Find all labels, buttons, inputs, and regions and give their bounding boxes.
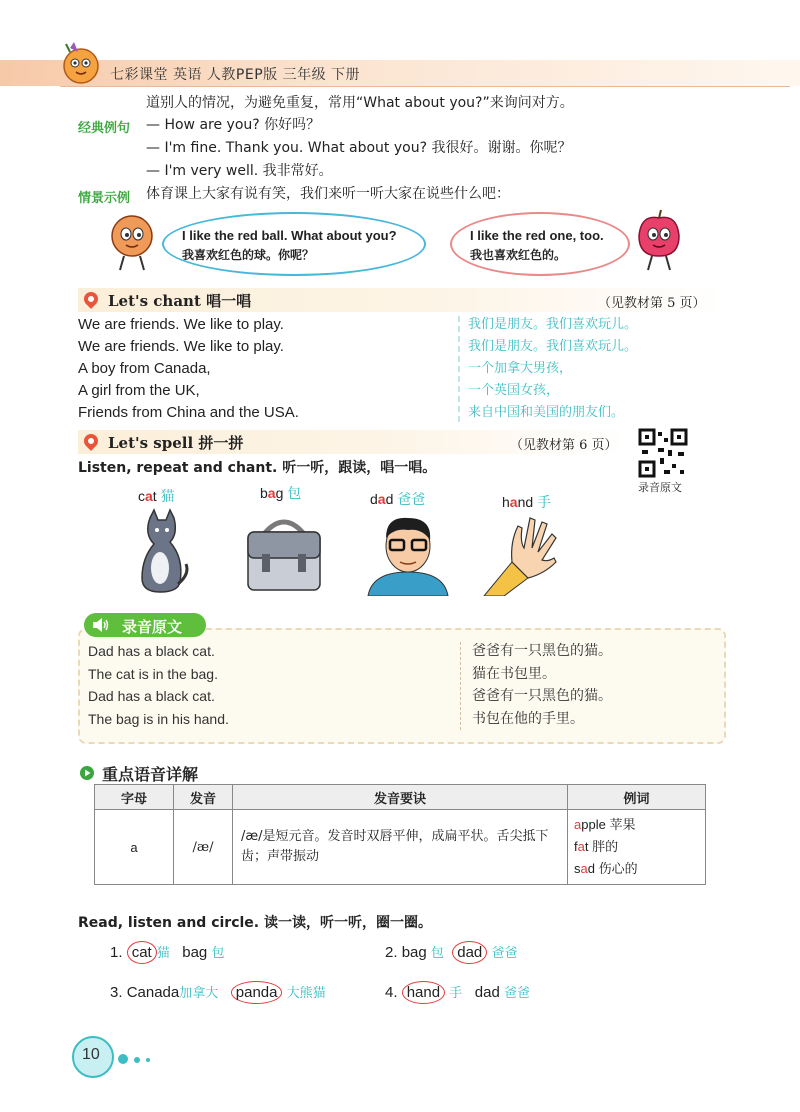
dot-decoration <box>134 1057 140 1063</box>
word-part: h <box>502 494 510 510</box>
word-part: s <box>574 861 581 876</box>
sound-cell: /æ/ <box>174 810 233 885</box>
recording-en-line: The bag is in his hand. <box>88 710 229 727</box>
option-cn: 手 <box>449 986 463 1001</box>
chant-cn-line: 一个加拿大男孩， <box>468 361 573 376</box>
chant-en-line: We are friends. We like to play. <box>78 338 284 355</box>
bubble-right-cn: 我也喜欢红色的。 <box>470 248 567 262</box>
option-cn: 大熊猫 <box>286 986 326 1001</box>
chant-en-block <box>78 314 299 424</box>
cat-illustration <box>130 508 192 594</box>
item-number: 3. <box>110 984 123 1001</box>
recording-en-block <box>88 640 229 730</box>
option-cn: 爸爸 <box>503 986 530 1001</box>
exercise-item-4 <box>385 982 530 1001</box>
spell-instruction: Listen, repeat and chant. 听一听，跟读，唱一唱。 <box>78 460 437 476</box>
table-header-row <box>95 785 706 810</box>
header-title: 七彩课堂 英语 人教PEP版 三年级 下册 <box>110 67 361 83</box>
word-vowel: a <box>577 839 585 854</box>
word-cn: 爸爸 <box>397 492 426 508</box>
word-part: g <box>275 485 284 501</box>
word-vowel: a <box>145 488 153 504</box>
word-part: t <box>584 839 589 854</box>
recording-en-line: Dad has a black cat. <box>88 688 215 704</box>
header-divider <box>60 86 790 87</box>
column-header: 例词 <box>568 785 706 810</box>
recording-cn-block <box>472 640 612 730</box>
word-part: t <box>152 488 157 504</box>
option-cn: 包 <box>430 946 444 961</box>
chant-cn-line: 一个英国女孩， <box>468 383 560 398</box>
spell-ref: （见教材第 6 页） <box>510 438 618 453</box>
speech-bubble-left <box>162 212 426 276</box>
spell-title: Let's spell 拼一拼 <box>108 434 244 452</box>
answer-option[interactable]: bag <box>401 944 427 961</box>
tip-cell: /æ/是短元音。发音时双唇平伸，成扁平状。舌尖抵下齿；声带振动 <box>233 810 568 885</box>
word-part: nd <box>517 494 534 510</box>
recording-cn-line: 爸爸有一只黑色的猫。 <box>472 688 612 704</box>
chant-divider <box>458 316 460 422</box>
example-word <box>574 836 699 858</box>
bubble-left-cn: 我喜欢红色的球。你呢？ <box>182 248 315 262</box>
spell-word-dad <box>370 489 425 509</box>
example-word <box>574 858 699 880</box>
answer-option-circled[interactable]: hand <box>402 981 445 1004</box>
chant-cn-line: 我们是朋友。我们喜欢玩儿。 <box>468 317 638 332</box>
word-cn: 苹果 <box>609 818 636 833</box>
column-header: 发音要诀 <box>233 785 568 810</box>
example-line-3: — I'm very well. 我非常好。 <box>146 163 333 179</box>
spell-word-cat <box>138 486 175 506</box>
word-part: c <box>138 488 145 504</box>
answer-option[interactable]: dad <box>474 984 500 1001</box>
option-cn: 包 <box>211 946 225 961</box>
recording-en-line: Dad has a black cat. <box>88 643 215 659</box>
option-cn: 加拿大 <box>179 986 219 1001</box>
answer-option-circled[interactable]: dad <box>452 941 487 964</box>
speech-bubble-right <box>450 212 630 276</box>
item-number: 2. <box>385 944 398 961</box>
qr-code-icon[interactable] <box>638 428 688 478</box>
example-word <box>574 814 699 836</box>
spell-word-hand <box>502 492 551 512</box>
word-cn: 包 <box>287 486 302 502</box>
bubble-left-en: I like the red ball. What about you? <box>182 228 397 243</box>
table-row <box>95 810 706 885</box>
mascot-logo <box>56 38 106 88</box>
hand-illustration <box>482 512 566 596</box>
chant-en-line: A boy from Canada, <box>78 360 211 377</box>
examples-cell <box>568 810 706 885</box>
play-icon <box>80 766 94 780</box>
orange-character <box>104 210 160 272</box>
answer-option[interactable]: bag <box>182 944 208 961</box>
chant-en-line: Friends from China and the USA. <box>78 404 299 421</box>
word-vowel: a <box>509 494 518 510</box>
scene-text: 体育课上大家有说有笑，我们来听一听大家在说些什么吧： <box>146 186 510 202</box>
dad-illustration <box>362 510 454 596</box>
chant-cn-line: 我们是朋友。我们喜欢玩儿。 <box>468 339 638 354</box>
recording-en-line: The cat is in the bag. <box>88 665 218 682</box>
page-number: 10 <box>82 1046 100 1063</box>
item-number: 1. <box>110 944 123 961</box>
example-label: 经典例句 <box>78 121 131 136</box>
bubble-right-en: I like the red one, too. <box>470 228 604 243</box>
option-cn: 猫 <box>156 946 170 961</box>
exercise-item-2 <box>385 942 517 961</box>
example-line-1: — How are you? 你好吗？ <box>146 117 321 133</box>
answer-option-circled[interactable]: cat <box>127 941 157 964</box>
chant-ref: （见教材第 5 页） <box>598 296 706 311</box>
recording-divider <box>460 642 461 730</box>
word-vowel: a <box>574 817 582 832</box>
recording-cn-line: 书包在他的手里。 <box>472 710 584 727</box>
word-cn: 胖的 <box>592 840 619 855</box>
word-part: d <box>385 491 394 507</box>
chant-cn-block <box>468 314 637 424</box>
word-part: d <box>370 491 378 507</box>
chant-en-line: We are friends. We like to play. <box>78 316 284 333</box>
example-line-2: — I'm fine. Thank you. What about you? 我很好。谢谢。你呢？ <box>146 140 572 156</box>
answer-option-circled[interactable]: panda <box>231 981 283 1004</box>
chant-title: Let's chant 唱一唱 <box>108 292 252 310</box>
exercise-item-1 <box>110 942 224 961</box>
exercise-item-3 <box>110 982 326 1001</box>
qr-label: 录音原文 <box>638 481 682 494</box>
chant-en-line: A girl from the UK, <box>78 382 200 399</box>
apple-character <box>632 208 686 272</box>
word-cn: 猫 <box>160 489 175 505</box>
dot-decoration <box>146 1058 150 1062</box>
word-vowel: a <box>377 491 386 507</box>
exercise-instruction: Read, listen and circle. 读一读，听一听，圈一圈。 <box>78 915 432 931</box>
word-vowel: a <box>580 861 588 876</box>
phonics-table <box>94 784 706 885</box>
word-part: f <box>574 839 578 854</box>
bag-illustration <box>240 508 328 594</box>
letter-cell: a <box>95 810 174 885</box>
recording-label: 录音原文 <box>122 618 183 636</box>
word-part: pple <box>581 817 606 832</box>
phonics-title: 重点语音详解 <box>102 765 199 784</box>
recording-cn-line: 猫在书包里。 <box>472 665 556 682</box>
chant-cn-line: 来自中国和美国的朋友们。 <box>468 405 625 420</box>
word-part: b <box>260 485 268 501</box>
column-header: 发音 <box>174 785 233 810</box>
word-cn: 伤心的 <box>598 862 638 877</box>
scene-label: 情景示例 <box>78 191 131 206</box>
intro-line: 道别人的情况，为避免重复，常用“What about you?”来询问对方。 <box>146 95 574 111</box>
speaker-icon <box>90 615 110 635</box>
option-cn: 爸爸 <box>491 946 518 961</box>
answer-option[interactable]: Canada <box>126 984 180 1001</box>
column-header: 字母 <box>95 785 174 810</box>
dot-decoration <box>118 1054 128 1064</box>
word-part: d <box>587 861 595 876</box>
word-vowel: a <box>267 485 276 501</box>
spell-word-bag <box>260 483 301 503</box>
item-number: 4. <box>385 984 398 1001</box>
word-cn: 手 <box>537 495 552 511</box>
recording-cn-line: 爸爸有一只黑色的猫。 <box>472 643 612 659</box>
